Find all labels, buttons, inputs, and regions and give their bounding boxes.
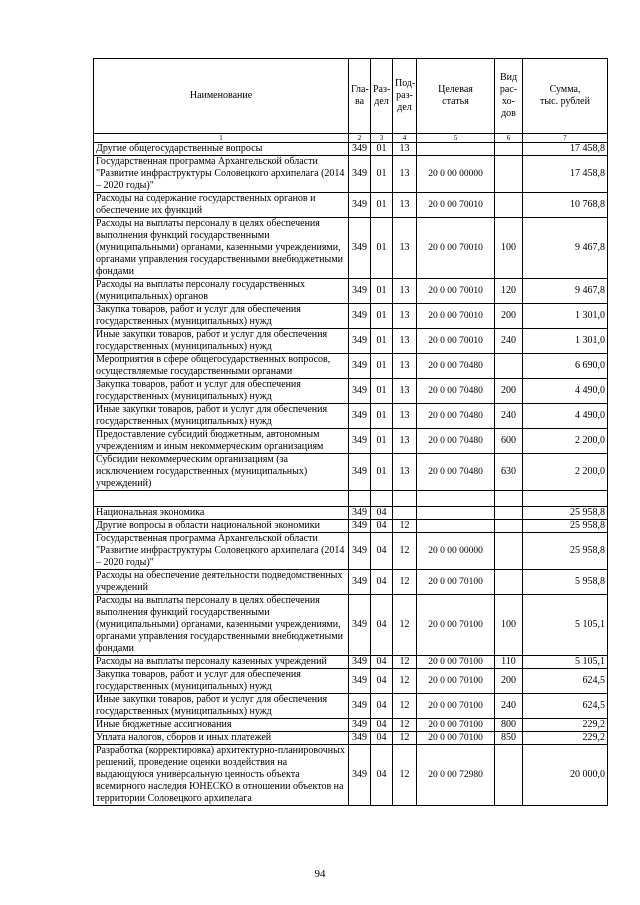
table-row: [94, 379, 608, 404]
cell-glava: 349: [349, 656, 371, 669]
cell-podrazdel: 13: [393, 354, 417, 379]
cell-podrazdel: 12: [393, 732, 417, 745]
cell-vid: 630: [495, 454, 523, 491]
cell-podrazdel: 12: [393, 656, 417, 669]
table-row: [94, 656, 608, 669]
cell-glava: 349: [349, 429, 371, 454]
cell-razdel: 01: [371, 429, 393, 454]
cell-name: Закупка товаров, работ и услуг для обеспечения государственных (муниципальных) нужд: [94, 304, 349, 329]
cell-razdel: 01: [371, 193, 393, 218]
cell-name: Другие вопросы в области национальной экономики: [94, 520, 349, 533]
table-row: [94, 404, 608, 429]
cell-summa: 5 105,1: [523, 656, 608, 669]
header-summa: Сумма, тыс. рублей: [523, 59, 608, 134]
cell-glava: 349: [349, 279, 371, 304]
cell-podrazdel: 12: [393, 694, 417, 719]
cell-razdel: 01: [371, 218, 393, 279]
cell-razdel: 04: [371, 669, 393, 694]
cell-summa: 20 000,0: [523, 745, 608, 806]
cell-glava: 349: [349, 143, 371, 156]
cell-vid: 200: [495, 304, 523, 329]
cell-glava: 349: [349, 745, 371, 806]
cell-podrazdel: 13: [393, 429, 417, 454]
budget-table: [93, 58, 608, 806]
cell-name: Разработка (корректировка) архитектурно-планировочных решений, проведение оценки воздействия на выдающуюся универсальную ценность объекта всемирного наследия ЮНЕСКО в отношении объектов на территории Соловецкого архипелага: [94, 745, 349, 806]
cell-glava: 349: [349, 354, 371, 379]
cell-statya: 20 0 00 70100: [417, 669, 495, 694]
table-row: [94, 570, 608, 595]
cell-statya: 20 0 00 70010: [417, 218, 495, 279]
cell-summa: 5 958,8: [523, 570, 608, 595]
cell-name: Иные закупки товаров, работ и услуг для обеспечения государственных (муниципальных) нужд: [94, 404, 349, 429]
cell-vid: 600: [495, 429, 523, 454]
column-number: 2: [349, 134, 371, 143]
cell-podrazdel: 13: [393, 218, 417, 279]
cell-summa: 17 458,8: [523, 156, 608, 193]
cell-vid: 110: [495, 656, 523, 669]
cell-razdel: 01: [371, 404, 393, 429]
cell-podrazdel: 13: [393, 304, 417, 329]
cell-name: Расходы на выплаты персоналу в целях обеспечения выполнения функций государственными (муниципальными) органами, казенными учреждениями, органами управления государственными внебюджетными фондами: [94, 218, 349, 279]
cell-glava: 349: [349, 507, 371, 520]
cell-name: Закупка товаров, работ и услуг для обеспечения государственных (муниципальных) нужд: [94, 379, 349, 404]
cell-podrazdel: 12: [393, 595, 417, 656]
cell-name: Расходы на содержание государственных органов и обеспечение их функций: [94, 193, 349, 218]
column-number: 5: [417, 134, 495, 143]
cell-glava: 349: [349, 719, 371, 732]
cell-summa: 229,2: [523, 732, 608, 745]
cell-razdel: 04: [371, 533, 393, 570]
cell-statya: 20 0 00 70010: [417, 279, 495, 304]
cell-summa: 6 690,0: [523, 354, 608, 379]
cell-razdel: 04: [371, 745, 393, 806]
cell-vid: 200: [495, 379, 523, 404]
cell-glava: 349: [349, 732, 371, 745]
table-body: [94, 143, 608, 806]
cell-glava: 349: [349, 454, 371, 491]
table-row: [94, 507, 608, 520]
table-row: [94, 218, 608, 279]
header-razdel: Раз- дел: [371, 59, 393, 134]
table-row: [94, 354, 608, 379]
cell-vid: [495, 745, 523, 806]
cell-vid: 240: [495, 694, 523, 719]
cell-statya: 20 0 00 70100: [417, 694, 495, 719]
cell-podrazdel: [393, 491, 417, 507]
cell-summa: 9 467,8: [523, 218, 608, 279]
cell-glava: 349: [349, 533, 371, 570]
cell-summa: 1 301,0: [523, 304, 608, 329]
table-row: [94, 669, 608, 694]
page-number: 94: [314, 868, 326, 880]
cell-summa: 2 200,0: [523, 429, 608, 454]
column-number: 3: [371, 134, 393, 143]
cell-glava: 349: [349, 520, 371, 533]
table-row: [94, 732, 608, 745]
header-podrazdel: Под- раз- дел: [393, 59, 417, 134]
cell-statya: [417, 520, 495, 533]
cell-statya: 20 0 00 70480: [417, 429, 495, 454]
cell-glava: 349: [349, 193, 371, 218]
table-row: [94, 745, 608, 806]
cell-podrazdel: 12: [393, 570, 417, 595]
table-row: [94, 719, 608, 732]
cell-summa: 4 490,0: [523, 379, 608, 404]
table-row: [94, 156, 608, 193]
cell-name: Закупка товаров, работ и услуг для обеспечения государственных (муниципальных) нужд: [94, 669, 349, 694]
cell-glava: 349: [349, 304, 371, 329]
cell-vid: [495, 507, 523, 520]
cell-vid: 120: [495, 279, 523, 304]
cell-summa: 17 458,8: [523, 143, 608, 156]
cell-vid: [495, 570, 523, 595]
cell-summa: 229,2: [523, 719, 608, 732]
cell-razdel: 01: [371, 304, 393, 329]
cell-razdel: [371, 491, 393, 507]
cell-statya: 20 0 00 70480: [417, 404, 495, 429]
cell-name: Иные закупки товаров, работ и услуг для обеспечения государственных (муниципальных) нужд: [94, 329, 349, 354]
cell-statya: 20 0 00 70100: [417, 719, 495, 732]
cell-podrazdel: 13: [393, 454, 417, 491]
cell-razdel: 01: [371, 279, 393, 304]
cell-podrazdel: [393, 507, 417, 520]
cell-podrazdel: 12: [393, 669, 417, 694]
table-row: [94, 491, 608, 507]
table-row: [94, 193, 608, 218]
cell-razdel: 04: [371, 570, 393, 595]
cell-statya: [417, 143, 495, 156]
cell-razdel: 04: [371, 656, 393, 669]
cell-podrazdel: 12: [393, 719, 417, 732]
cell-summa: 5 105,1: [523, 595, 608, 656]
cell-statya: 20 0 00 70480: [417, 454, 495, 491]
cell-razdel: 01: [371, 379, 393, 404]
table-row: [94, 595, 608, 656]
table-row: [94, 279, 608, 304]
cell-name: Расходы на обеспечение деятельности подведомственных учреждений: [94, 570, 349, 595]
header-glava: Гла- ва: [349, 59, 371, 134]
cell-podrazdel: 12: [393, 520, 417, 533]
cell-name: Расходы на выплаты персоналу государственных (муниципальных) органов: [94, 279, 349, 304]
cell-name: Субсидии некоммерческим организациям (за исключением государственных (муниципальных) учреждений): [94, 454, 349, 491]
cell-vid: [495, 143, 523, 156]
cell-statya: 20 0 00 70100: [417, 656, 495, 669]
table-row: [94, 533, 608, 570]
cell-razdel: 01: [371, 329, 393, 354]
table-row: [94, 329, 608, 354]
cell-statya: 20 0 00 70010: [417, 193, 495, 218]
cell-statya: 20 0 00 70100: [417, 595, 495, 656]
cell-name: Уплата налогов, сборов и иных платежей: [94, 732, 349, 745]
header-name: Наименование: [94, 59, 349, 134]
cell-statya: 20 0 00 00000: [417, 156, 495, 193]
cell-summa: 1 301,0: [523, 329, 608, 354]
column-number: 7: [523, 134, 608, 143]
cell-vid: 240: [495, 329, 523, 354]
cell-summa: 25 958,8: [523, 533, 608, 570]
cell-glava: 349: [349, 329, 371, 354]
cell-statya: 20 0 00 70480: [417, 354, 495, 379]
cell-razdel: 04: [371, 732, 393, 745]
cell-name: Мероприятия в сфере общегосударственных вопросов, осуществляемые государственными органами: [94, 354, 349, 379]
cell-podrazdel: 13: [393, 156, 417, 193]
cell-glava: 349: [349, 379, 371, 404]
cell-vid: 850: [495, 732, 523, 745]
cell-statya: [417, 507, 495, 520]
cell-name: Государственная программа Архангельской области "Развитие инфраструктуры Соловецкого архипелага (2014 – 2020 годы)": [94, 533, 349, 570]
table-row: [94, 520, 608, 533]
table-row: [94, 304, 608, 329]
table-row: [94, 429, 608, 454]
cell-summa: 10 768,8: [523, 193, 608, 218]
cell-statya: 20 0 00 70100: [417, 732, 495, 745]
cell-name: Государственная программа Архангельской области "Развитие инфраструктуры Соловецкого архипелага (2014 – 2020 годы)": [94, 156, 349, 193]
cell-glava: 349: [349, 694, 371, 719]
cell-glava: 349: [349, 570, 371, 595]
cell-razdel: 01: [371, 354, 393, 379]
cell-vid: [495, 491, 523, 507]
cell-name: Расходы на выплаты персоналу казенных учреждений: [94, 656, 349, 669]
cell-podrazdel: 13: [393, 379, 417, 404]
cell-vid: 240: [495, 404, 523, 429]
cell-vid: 100: [495, 218, 523, 279]
header-vid: Вид рас- хо- дов: [495, 59, 523, 134]
cell-name: Расходы на выплаты персоналу в целях обеспечения выполнения функций государственными (муниципальными) органами, казенными учреждениями, органами управления государственными внебюджетными фондами: [94, 595, 349, 656]
cell-summa: [523, 491, 608, 507]
cell-razdel: 04: [371, 595, 393, 656]
cell-statya: 20 0 00 70010: [417, 304, 495, 329]
header-statya: Целевая статья: [417, 59, 495, 134]
cell-summa: 624,5: [523, 694, 608, 719]
table-row: [94, 143, 608, 156]
column-number: 1: [94, 134, 349, 143]
cell-statya: [417, 491, 495, 507]
cell-summa: 25 958,8: [523, 520, 608, 533]
cell-vid: 800: [495, 719, 523, 732]
cell-summa: 624,5: [523, 669, 608, 694]
cell-vid: 200: [495, 669, 523, 694]
cell-razdel: 01: [371, 454, 393, 491]
cell-statya: 20 0 00 72980: [417, 745, 495, 806]
cell-name: Национальная экономика: [94, 507, 349, 520]
cell-glava: 349: [349, 404, 371, 429]
header-row: [94, 59, 608, 134]
cell-summa: 25 958,8: [523, 507, 608, 520]
cell-vid: [495, 193, 523, 218]
column-number: 6: [495, 134, 523, 143]
cell-summa: 4 490,0: [523, 404, 608, 429]
column-number-row: [94, 134, 608, 143]
cell-vid: 100: [495, 595, 523, 656]
cell-razdel: 04: [371, 507, 393, 520]
cell-vid: [495, 354, 523, 379]
cell-statya: 20 0 00 70100: [417, 570, 495, 595]
column-number: 4: [393, 134, 417, 143]
cell-glava: 349: [349, 218, 371, 279]
cell-podrazdel: 13: [393, 279, 417, 304]
cell-name: Предоставление субсидий бюджетным, автономным учреждениям и иным некоммерческим организациям: [94, 429, 349, 454]
cell-podrazdel: 12: [393, 745, 417, 806]
table-row: [94, 694, 608, 719]
cell-glava: 349: [349, 669, 371, 694]
cell-name: Другие общегосударственные вопросы: [94, 143, 349, 156]
cell-summa: 9 467,8: [523, 279, 608, 304]
cell-vid: [495, 520, 523, 533]
table-row: [94, 454, 608, 491]
cell-podrazdel: 13: [393, 143, 417, 156]
cell-statya: 20 0 00 70010: [417, 329, 495, 354]
cell-glava: 349: [349, 156, 371, 193]
cell-statya: 20 0 00 70480: [417, 379, 495, 404]
cell-razdel: 01: [371, 143, 393, 156]
cell-razdel: 01: [371, 156, 393, 193]
cell-name: Иные закупки товаров, работ и услуг для обеспечения государственных (муниципальных) нужд: [94, 694, 349, 719]
cell-razdel: 04: [371, 694, 393, 719]
cell-podrazdel: 12: [393, 533, 417, 570]
cell-razdel: 04: [371, 520, 393, 533]
cell-glava: 349: [349, 595, 371, 656]
cell-podrazdel: 13: [393, 329, 417, 354]
cell-podrazdel: 13: [393, 193, 417, 218]
cell-vid: [495, 533, 523, 570]
cell-vid: [495, 156, 523, 193]
cell-glava: [349, 491, 371, 507]
cell-podrazdel: 13: [393, 404, 417, 429]
cell-statya: 20 0 00 00000: [417, 533, 495, 570]
cell-summa: 2 200,0: [523, 454, 608, 491]
cell-name: [94, 491, 349, 507]
cell-name: Иные бюджетные ассигнования: [94, 719, 349, 732]
cell-razdel: 04: [371, 719, 393, 732]
